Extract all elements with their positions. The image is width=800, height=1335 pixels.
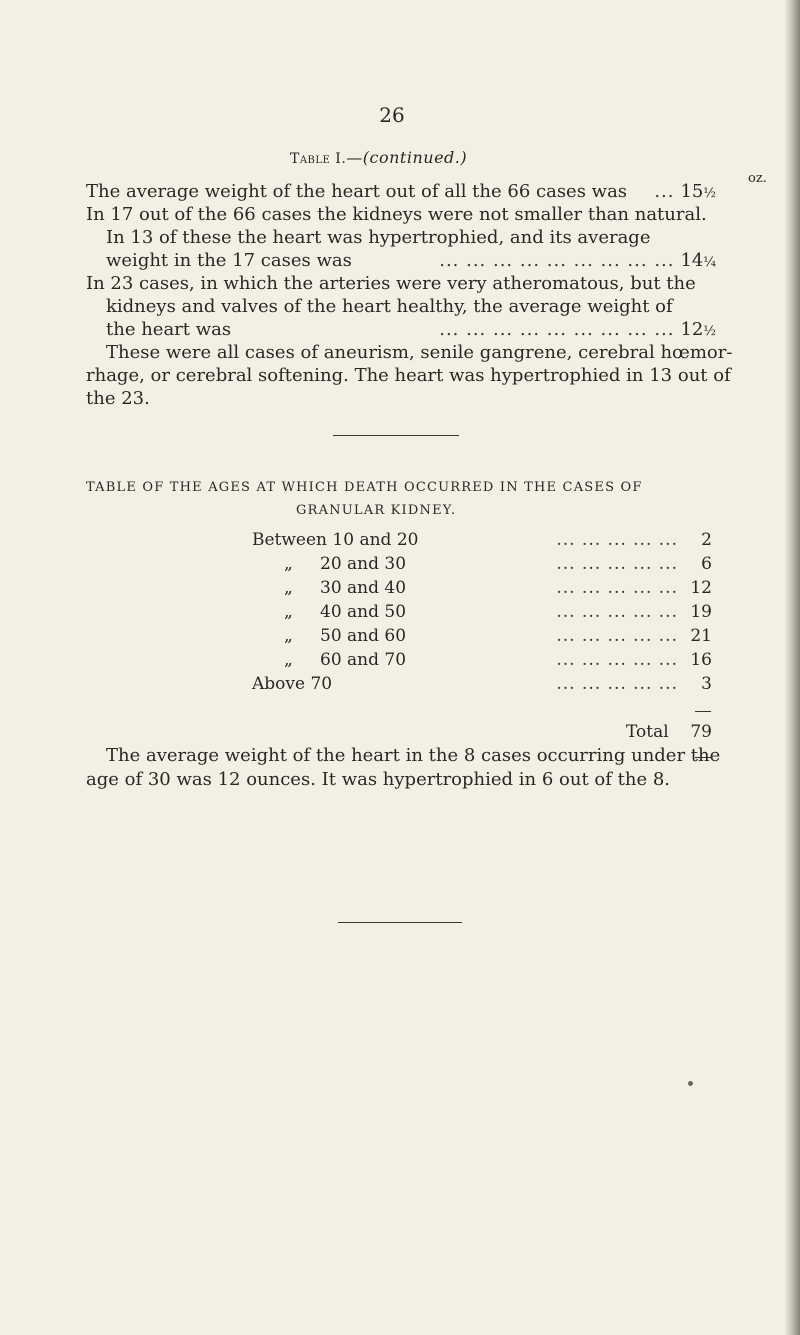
statement-arteries-line-3 xyxy=(106,319,716,343)
statement-value: 14¼ xyxy=(680,250,716,271)
age-range: „ 20 and 30 xyxy=(284,554,407,574)
statement-aneurism-line-1: These were all cases of aneurism, senile gangrene, cerebral hœmor- xyxy=(106,342,733,363)
case-count: 3 xyxy=(701,674,712,694)
table-heading-continued: (continued.) xyxy=(362,148,468,167)
statement-value: 15½ xyxy=(680,181,716,202)
page-edge-shadow xyxy=(784,0,800,1335)
statement-text: the heart was xyxy=(106,319,232,340)
leader-dots: ... ... ... ... ... xyxy=(556,674,678,694)
age-range: „ 60 and 70 xyxy=(284,650,407,670)
leader-dots: ... ... ... ... ... xyxy=(556,650,678,670)
age-range: „ 50 and 60 xyxy=(284,626,407,646)
age-row xyxy=(252,554,712,574)
statement-kidneys-line-3 xyxy=(106,250,716,274)
section-heading-line-2: GRANULAR KIDNEY. xyxy=(296,503,457,518)
leader-dots: ... ... ... ... ... xyxy=(556,530,678,550)
statement-aneurism-line-3: the 23. xyxy=(86,388,150,409)
closing-line-2: age of 30 was 12 ounces. It was hypertrophied in 6 out of the 8. xyxy=(86,769,671,790)
case-count: 21 xyxy=(690,626,712,646)
table-heading xyxy=(290,148,467,167)
leader-dots: ... ... ... ... ... ... ... ... ... xyxy=(439,250,675,271)
case-count: 16 xyxy=(690,650,712,670)
age-range: „ 40 and 50 xyxy=(284,602,407,622)
closing-line-1: The average weight of the heart in the 8 cases occurring under the xyxy=(106,745,721,766)
statement-kidneys-line-1: In 17 out of the 66 cases the kidneys were not smaller than natural. xyxy=(86,204,707,225)
age-range: Between 10 and 20 xyxy=(252,530,419,550)
statement-text: weight in the 17 cases was xyxy=(106,250,352,271)
leader-dots: ... ... ... ... ... xyxy=(556,602,678,622)
leader-dots: ... ... ... ... ... xyxy=(556,626,678,646)
unit-label-oz: oz. xyxy=(748,171,767,186)
statement-arteries-line-1: In 23 cases, in which the arteries were very atheromatous, but the xyxy=(86,273,696,294)
leader-dots: ... xyxy=(654,181,675,202)
sum-rule xyxy=(695,711,711,712)
section-heading-line-1: TABLE OF THE AGES AT WHICH DEATH OCCURRED IN THE CASES OF xyxy=(86,480,643,495)
age-row xyxy=(252,578,712,598)
leader-dots: ... ... ... ... ... ... ... ... ... xyxy=(439,319,675,340)
leader-dots: ... ... ... ... ... xyxy=(556,578,678,598)
age-row xyxy=(252,674,712,694)
ink-speck xyxy=(688,1081,693,1086)
age-range: Above 70 xyxy=(252,674,333,694)
age-row xyxy=(252,626,712,646)
statement-arteries-line-2: kidneys and valves of the heart healthy, the average weight of xyxy=(106,296,673,317)
case-count: 2 xyxy=(701,530,712,550)
statement-kidneys-line-2: In 13 of these the heart was hypertrophied, and its average xyxy=(106,227,651,248)
age-row xyxy=(252,530,712,550)
statement-text: The average weight of the heart out of all the 66 cases was xyxy=(86,181,628,202)
statement-aneurism-line-2: rhage, or cerebral softening. The heart was hypertrophied in 13 out of xyxy=(86,365,731,386)
table-heading-dash: — xyxy=(346,148,363,167)
total-value: 79 xyxy=(690,722,712,742)
total-label: Total xyxy=(626,722,669,742)
page-number: 26 xyxy=(379,103,405,127)
case-count: 19 xyxy=(690,602,712,622)
age-row xyxy=(252,602,712,622)
age-range: „ 30 and 40 xyxy=(284,578,407,598)
age-row xyxy=(252,650,712,670)
case-count: 12 xyxy=(690,578,712,598)
statement-value: 12½ xyxy=(680,319,716,340)
end-divider xyxy=(338,922,462,923)
section-divider xyxy=(333,435,459,436)
statement-average-weight xyxy=(86,181,716,205)
case-count: 6 xyxy=(701,554,712,574)
leader-dots: ... ... ... ... ... xyxy=(556,554,678,574)
table-heading-label: Table I. xyxy=(290,151,347,167)
